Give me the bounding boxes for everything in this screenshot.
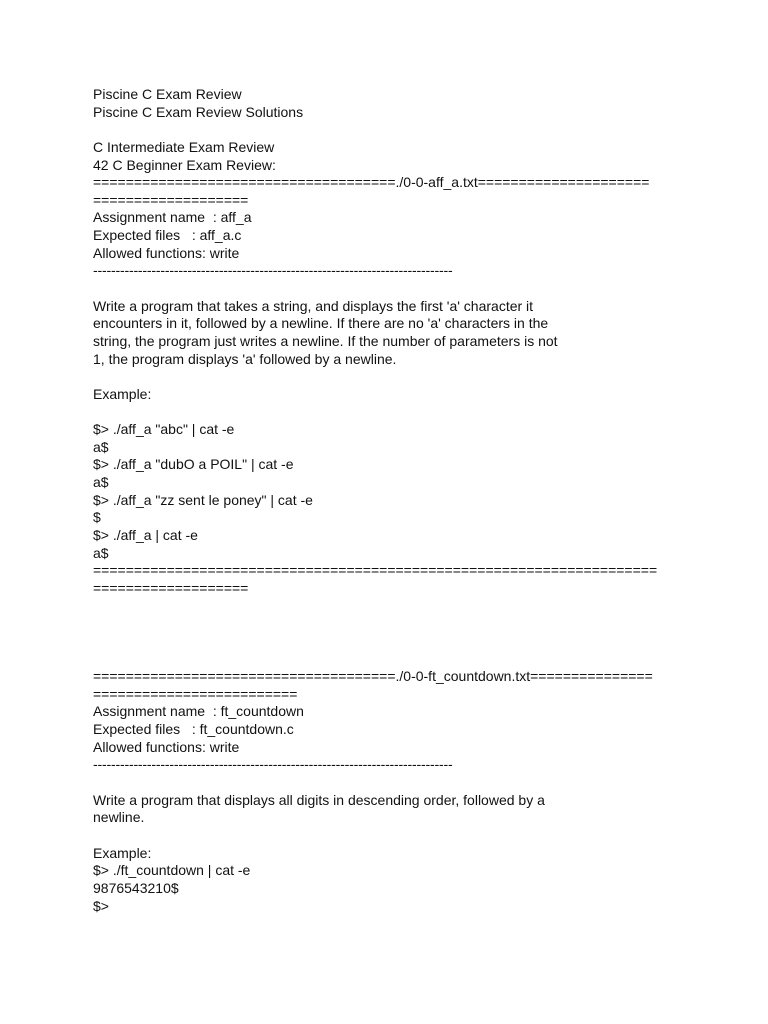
dash-divider: -------------------------------------------------------------------------------- [93,262,453,279]
document-page [93,86,693,915]
separator-line: =================== [93,191,249,208]
example-line: 9876543210$ [93,879,179,896]
section-heading-beginner-review: 42 C Beginner Exam Review: [93,156,276,173]
description-line: newline. [93,809,145,826]
allowed-functions: Allowed functions: write [93,244,240,261]
example-line: a$ [93,544,109,561]
link-piscine-exam-review[interactable]: Piscine C Exam Review [93,86,242,102]
example-line: a$ [93,474,109,491]
example-line: $> ./aff_a | cat -e [93,527,198,544]
spacer [93,598,693,669]
description-line: Write a program that takes a string, and displays the first 'a' character it [93,297,534,314]
example-label: Example: [93,385,152,402]
separator-line: ========================= [93,685,298,702]
description-line: Write a program that displays all digits in descending order, followed by a [93,791,545,808]
spacer [93,404,693,422]
example-line: a$ [93,438,109,455]
example-line: $> ./aff_a "abc" | cat -e [93,421,235,438]
description-line: 1, the program displays 'a' followed by a newline. [93,350,397,367]
example-line: $> [93,897,109,914]
spacer [93,280,693,298]
example-label: Example: [93,844,152,861]
dash-divider: -------------------------------------------------------------------------------- [93,756,453,773]
separator-line: ===================================================================== [93,562,658,579]
example-line: $> ./aff_a "dubO a POIL" | cat -e [93,456,294,473]
expected-files: Expected files : ft_countdown.c [93,721,294,738]
spacer [93,368,693,386]
expected-files: Expected files : aff_a.c [93,227,242,244]
spacer [93,121,693,139]
example-line: $> ./aff_a "zz sent le poney" | cat -e [93,491,313,508]
description-line: encounters in it, followed by a newline. If there are no 'a' characters in the [93,315,549,332]
separator-line: =====================================./0-0-aff_a.txt===================== [93,174,650,191]
spacer [93,827,693,845]
example-line: $ [93,509,101,526]
assignment-name: Assignment name : aff_a [93,209,252,226]
link-c-intermediate-exam-review[interactable]: C Intermediate Exam Review [93,138,275,155]
separator-line: =================== [93,579,249,596]
link-piscine-exam-review-solutions[interactable]: Piscine C Exam Review Solutions [93,103,304,120]
assignment-name: Assignment name : ft_countdown [93,703,304,720]
example-line: $> ./ft_countdown | cat -e [93,862,251,879]
allowed-functions: Allowed functions: write [93,738,240,755]
description-line: string, the program just writes a newline. If the number of parameters is not [93,332,558,349]
separator-line: =====================================./0-0-ft_countdown.txt=============== [93,668,653,685]
spacer [93,774,693,792]
